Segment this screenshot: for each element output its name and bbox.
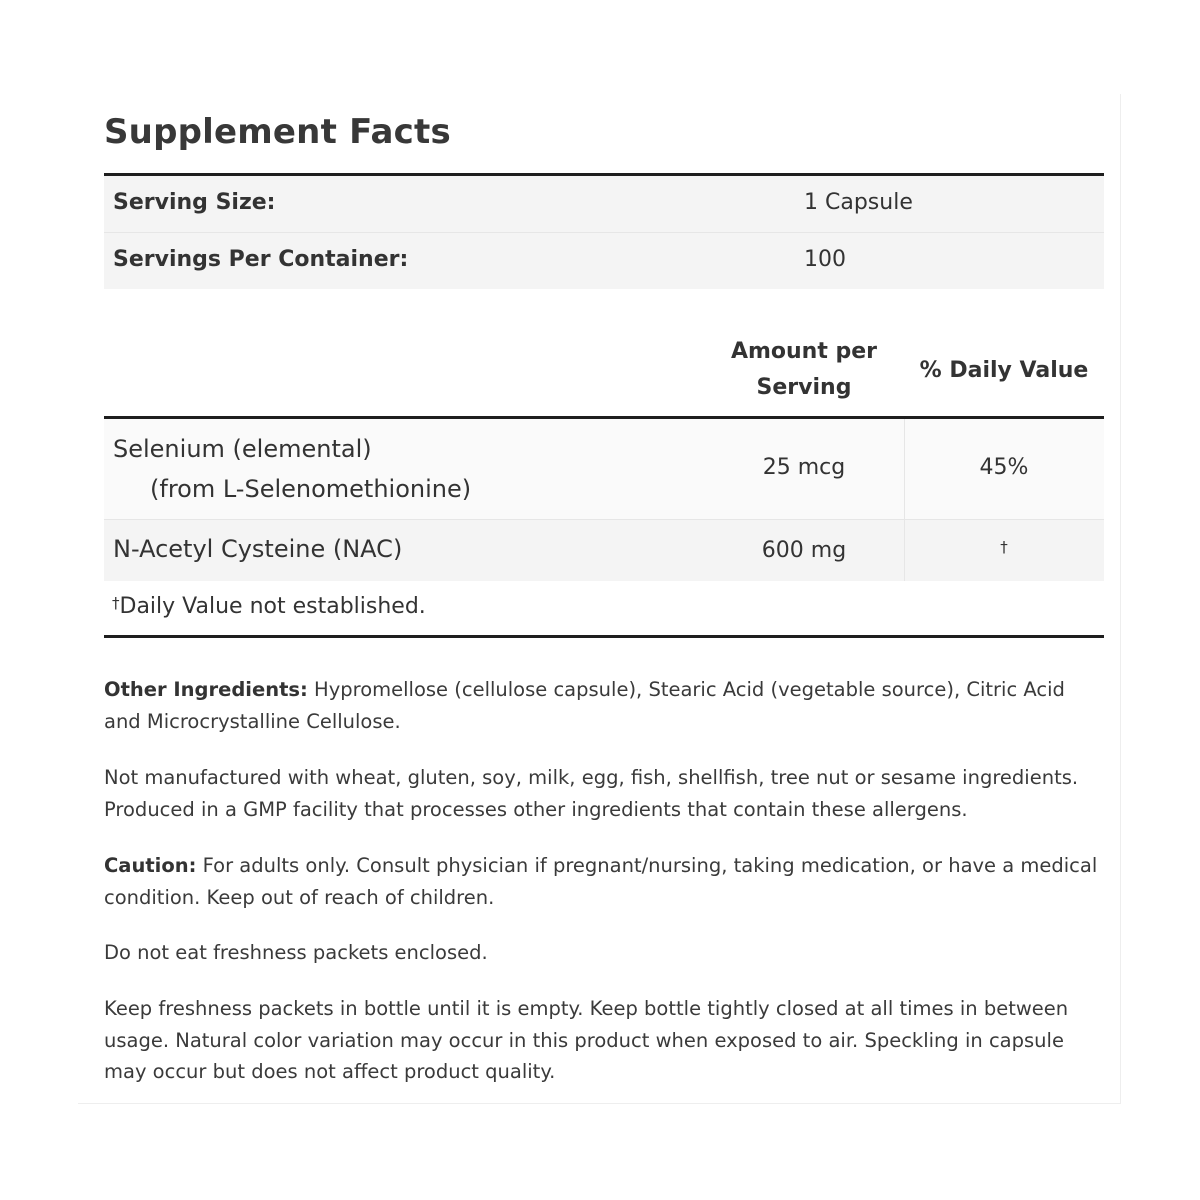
footnote-dagger: † (112, 594, 120, 612)
servings-per-container-value: 100 (804, 247, 846, 272)
nutrient-daily-value: 45% (979, 455, 1029, 480)
amount-per-serving-header (704, 334, 904, 406)
nutrient-name-main: Selenium (elemental) (113, 435, 372, 463)
servings-per-container-label: Servings Per Container: (113, 247, 409, 272)
amount-header-line2: Serving (756, 375, 852, 400)
caution-text: For adults only. Consult physician if pregnant/nursing, taking medication, or have a medical condition. Keep out of reach of children. (104, 854, 1098, 909)
nutrient-amount: 600 mg (761, 538, 847, 563)
nutrient-row (104, 520, 1104, 581)
other-ingredients-text: Hypromellose (cellulose capsule), Stearic Acid (vegetable source), Citric Acid and Microcrystalline Cellulose. (104, 678, 1065, 733)
nutrient-name: N-Acetyl Cysteine (NAC) (113, 535, 403, 563)
servings-per-container-row (104, 233, 1104, 289)
page-title: Supplement Facts (104, 112, 451, 152)
nutrient-source: (from L-Selenomethionine) (150, 475, 472, 503)
storage-note: Keep freshness packets in bottle until it is empty. Keep bottle tightly closed at all times in between usage. Natural color variation may occur in this product when exposed to air. Speckling in capsule may occur but does not affect product quality. (104, 997, 1069, 1083)
serving-size-value: 1 Capsule (804, 190, 913, 215)
amount-header-line1: Amount per (730, 339, 878, 364)
serving-size-row (104, 176, 1104, 232)
caution-statement (104, 850, 1104, 913)
daily-value-footnote (112, 594, 426, 619)
nutrient-name (113, 429, 471, 509)
freshness-warning: Do not eat freshness packets enclosed. (104, 941, 488, 964)
allergen-statement: Not manufactured with wheat, gluten, soy, milk, egg, fish, shellfish, tree nut or sesame ingredients. Produced in a GMP facility that processes other ingredients that contain these allergens. (104, 766, 1079, 821)
bottom-rule (104, 635, 1104, 638)
serving-size-label: Serving Size: (113, 190, 276, 215)
footnote-text: Daily Value not established. (119, 594, 426, 619)
nutrient-amount: 25 mcg (762, 455, 846, 480)
other-ingredients (104, 674, 1104, 737)
nutrient-daily-value: † (1000, 538, 1008, 556)
other-ingredients-label: Other Ingredients: (104, 678, 308, 701)
daily-value-header: % Daily Value (919, 358, 1089, 383)
caution-label: Caution: (104, 854, 197, 877)
nutrient-row (104, 419, 1104, 519)
